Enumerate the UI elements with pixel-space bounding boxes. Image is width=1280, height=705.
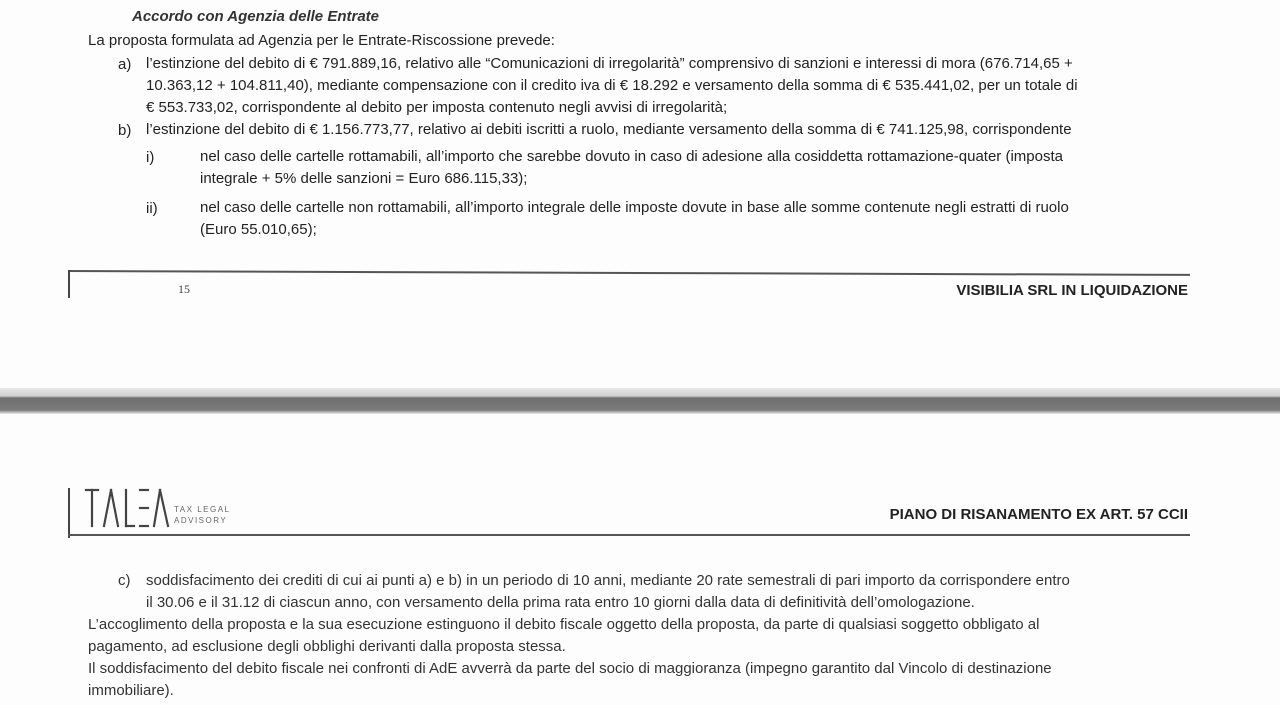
- header-rule-corner: [68, 488, 70, 538]
- item-b-letter: b): [118, 122, 132, 139]
- subitem-ii-line: nel caso delle cartelle non rottamabili, all’importo integrale delle imposte dovute in base alle somme contenute negli estratti di ruolo: [200, 199, 1069, 216]
- item-b-line: l’estinzione del debito di € 1.156.773,77, relativo ai debiti iscritti a ruolo, mediante versamento della somma di € 741.125,98, corrispondente: [146, 121, 1072, 138]
- footer-rule-corner: [68, 270, 70, 298]
- subitem-i-text: [200, 146, 1190, 190]
- header-rule: [68, 534, 1190, 536]
- paragraph-acceptance: [88, 614, 1198, 658]
- item-c-letter: c): [118, 572, 131, 589]
- paragraph-line: immobiliare).: [88, 682, 174, 699]
- talea-logo: [84, 484, 170, 535]
- page-number: 15: [178, 282, 190, 296]
- subitem-ii-text: [200, 197, 1190, 241]
- section-heading: Accordo con Agenzia delle Entrate: [132, 8, 379, 25]
- intro-text: La proposta formulata ad Agenzia per le Entrate-Riscossione prevede:: [88, 32, 555, 49]
- item-a-text: [146, 53, 1190, 119]
- paragraph-line: pagamento, ad esclusione degli obblighi derivanti dalla proposta stessa.: [88, 638, 566, 655]
- item-c-text: [146, 570, 1196, 614]
- subitem-ii-line: (Euro 55.010,65);: [200, 221, 317, 238]
- item-c-line: il 30.06 e il 31.12 di ciascun anno, con versamento della prima rata entro 10 giorni dalla data di definitività dell’omologazione.: [146, 594, 975, 611]
- item-a-line: 10.363,12 + 104.811,40), mediante compensazione con il credito iva di € 18.292 e versamento della somma di € 535.441,02, per un totale di: [146, 77, 1078, 94]
- item-a-line: € 553.733,02, corrispondente al debito per imposta contenuto negli avvisi di irregolarità;: [146, 99, 728, 116]
- subitem-i-line: nel caso delle cartelle rottamabili, all’importo che sarebbe dovuto in caso di adesione alla cosiddetta rottamazione-quater (imposta: [200, 148, 1063, 165]
- page-divider: [0, 388, 1280, 414]
- paragraph-line: Il soddisfacimento del debito fiscale nei confronti di AdE avverrà da parte del socio di maggioranza (impegno garantito dal Vincolo di destinazione: [88, 660, 1052, 677]
- page-header-title: PIANO DI RISANAMENTO EX ART. 57 CCII: [889, 506, 1188, 523]
- talea-logo-mark-icon: [84, 484, 170, 530]
- subitem-ii-number: ii): [146, 200, 158, 217]
- item-a-line: l’estinzione del debito di € 791.889,16, relativo alle “Comunicazioni di irregolarità” comprensivo di sanzioni e interessi di mora (676.714,65 +: [146, 55, 1073, 72]
- footer-company-name: VISIBILIA SRL IN LIQUIDAZIONE: [956, 282, 1188, 299]
- item-b-text: [146, 119, 1190, 141]
- paragraph-satisfaction: [88, 658, 1198, 702]
- item-c-line: soddisfacimento dei crediti di cui ai punti a) e b) in un periodo di 10 anni, mediante 20 rate semestrali di pari importo da corrispondere entro: [146, 572, 1070, 589]
- subitem-i-line: integrale + 5% delle sanzioni = Euro 686.115,33);: [200, 170, 528, 187]
- logo-tagline-line2: ADVISORY: [174, 516, 228, 525]
- logo-tagline-line1: TAX LEGAL: [174, 505, 231, 514]
- subitem-i-number: i): [146, 149, 155, 166]
- paragraph-line: L’accoglimento della proposta e la sua esecuzione estinguono il debito fiscale oggetto della proposta, da parte di qualsiasi soggetto obbligato al: [88, 616, 1040, 633]
- item-a-letter: a): [118, 56, 132, 73]
